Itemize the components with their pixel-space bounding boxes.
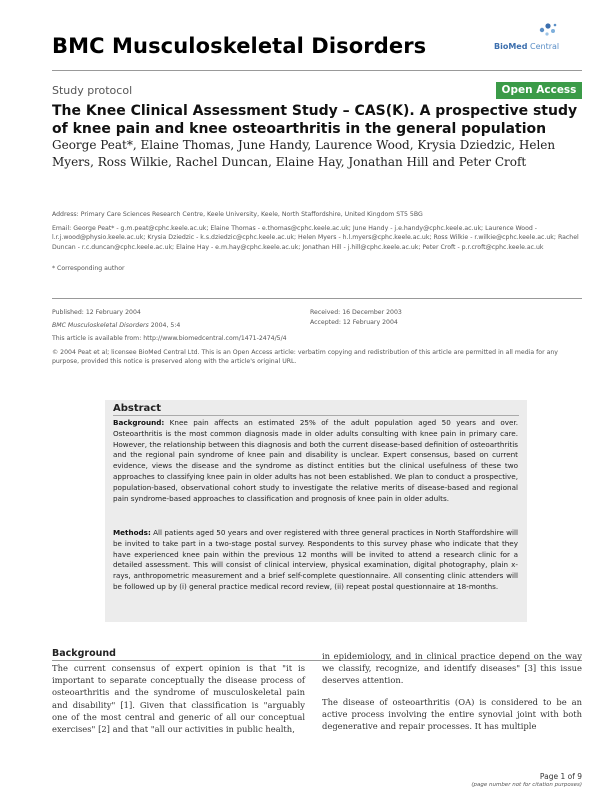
abstract-divider bbox=[113, 415, 519, 416]
author-list: George Peat*, Elaine Thomas, June Handy, Laurence Wood, Krysia Dziedzic, Helen Myers, Ross Wilkie, Rachel Duncan, Elaine Hay, Jonathan Hill and Peter Croft bbox=[52, 138, 556, 169]
affiliation-address: Address: Primary Care Sciences Research Centre, Keele University, Keele, North Staffordshire, United Kingdom ST5 5BG bbox=[52, 211, 423, 218]
biomed-central-logo bbox=[494, 22, 568, 58]
body-column-right-para1: in epidemiology, and in clinical practice depend on the way we classify, recognize, and identify diseases" [3] this issue deserves attention. bbox=[322, 651, 582, 686]
body-column-left: The current consensus of expert opinion is that "it is important to separate conceptually the disease process of osteoarthritis and the syndrome of musculoskeletal pain and disability" [1]. Given that classification is "arguably one of the most central and generic of all our conceptual exercises" [2] and that "all our activities in public health, bbox=[52, 663, 305, 735]
copyright-notice: © 2004 Peat et al; licensee BioMed Central Ltd. This is an Open Access article: verbatim copying and redistribution of this article are permitted in all media for any purpose, provided this notice is preserved along with the article's original URL. bbox=[52, 349, 558, 366]
article-url[interactable]: This article is available from: http://www.biomedcentral.com/1471-2474/5/4 bbox=[52, 335, 287, 342]
page-number: Page 1 of 9 bbox=[539, 772, 582, 781]
logo-dots-icon bbox=[538, 22, 558, 38]
paper-title: The Knee Clinical Assessment Study – CAS(K). A prospective study of knee pain and knee osteoarthritis in the general population bbox=[52, 103, 578, 137]
journal-title: BMC Musculoskeletal Disorders bbox=[52, 34, 427, 58]
abstract-heading: Abstract bbox=[113, 403, 162, 414]
author-emails: Email: George Peat* - g.m.peat@cphc.keele.ac.uk; Elaine Thomas - e.thomas@cphc.keele.ac.uk; June Handy - j.e.handy@cphc.keele.ac.uk; Laurence Wood - l.r.j.wood@physio.keele.ac.uk; Krysia Dziedzic - k.s.dziedzic@cphc.keele.ac.uk; Helen Myers - h.l.myers@cphc.keele.ac.uk; Ross Wilkie - r.wilkie@cphc.keele.ac.uk; Rachel Duncan - r.c.duncan@cphc.keele.ac.uk; Elaine Hay - e.m.hay@cphc.keele.ac.uk; Jonathan Hill - j.hill@cphc.keele.ac.uk; Peter Croft - p.r.croft@cphc.keele.ac.uk bbox=[52, 225, 579, 251]
published-date: Published: 12 February 2004 bbox=[52, 309, 141, 316]
page-number-note: (page number not for citation purposes) bbox=[471, 782, 582, 788]
meta-divider bbox=[52, 298, 582, 299]
article-type: Study protocol bbox=[52, 84, 133, 97]
section-heading-background: Background bbox=[52, 648, 116, 659]
open-access-badge: Open Access bbox=[496, 82, 582, 99]
corresponding-author-note: * Corresponding author bbox=[52, 265, 125, 272]
abstract-box bbox=[105, 400, 527, 622]
body-column-right-para2: The disease of osteoarthritis (OA) is considered to be an active process involving the entire synovial joint with both degenerative and repair processes. It has multiple bbox=[322, 697, 582, 732]
received-date: Received: 16 December 2003 bbox=[310, 309, 402, 316]
logo-text: BioMed Central bbox=[494, 42, 560, 51]
header-divider bbox=[52, 70, 582, 71]
abstract-methods: Methods: All patients aged 50 years and over registered with three general practices in North Staffordshire will be invited to take part in a two-stage postal survey. Respondents to this survey phase who indicate that they have experienced knee pain within the previous 12 months will be invited to attend a research clinic for a detailed assessment. This will consist of clinical interview, physical examination, digital photography, plain x-rays, anthropometric measurement and a brief self-complete questionnaire. All consenting clinic attenders will be followed up by (i) general practice medical record review, (ii) repeat postal questionnaire at 18-months. bbox=[113, 528, 518, 591]
citation: BMC Musculoskeletal Disorders 2004, 5:4 bbox=[52, 322, 181, 329]
accepted-date: Accepted: 12 February 2004 bbox=[310, 319, 398, 326]
abstract-background: Background: Knee pain affects an estimated 25% of the adult population aged 50 years and over. Osteoarthritis is the most common diagnosis made in older adults consulting with knee pain in primary care. However, the relationship between this diagnosis and both the current disease-based definition of osteoarthritis and the regional pain syndrome of knee pain and disability is unclear. Expert consensus, based on current evidence, views the disease and the syndrome as distinct entities but the clinical usefulness of these two approaches to classifying knee pain in older adults has not been established. We plan to conduct a prospective, population-based, observational cohort study to investigate the relative merits of disease-based and regional pain syndrome-based approaches to classification and prognosis of knee pain in older adults. bbox=[113, 418, 518, 503]
